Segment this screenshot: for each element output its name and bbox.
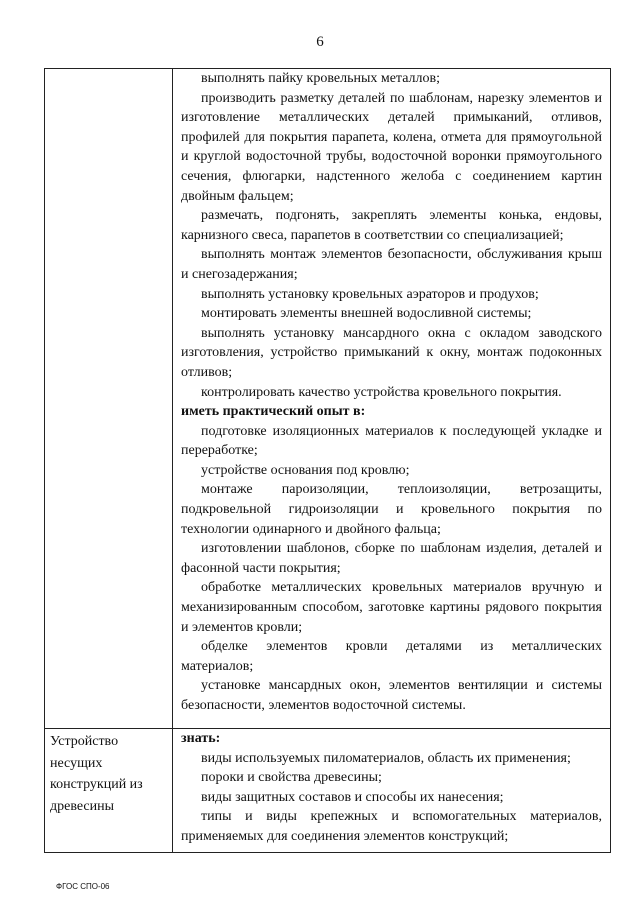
requirement-item: типы и виды крепежных и вспомогательных материалов, применяемых для соединения элементов конструкций; (181, 809, 602, 844)
requirement-item: выполнять монтаж элементов безопасности, обслуживания крыш и снегозадержания; (181, 247, 602, 282)
competency-table (44, 68, 611, 853)
requirement-item: выполнять установку кровельных аэраторов и продухов; (201, 286, 539, 302)
requirement-item: выполнять установку мансардного окна с окладом заводского изготовления, устройство примыканий к окну, монтаж подоконных отливов; (181, 325, 602, 380)
requirement-item: контролировать качество устройства кровельного покрытия. (201, 384, 562, 400)
requirement-item: обработке металлических кровельных материалов вручную и механизированным способом, заготовке картины рядового покрытия и элементов кровли; (181, 580, 602, 635)
requirements-list (181, 729, 602, 847)
table-cell-section-title (45, 69, 173, 729)
requirement-item: выполнять пайку кровельных металлов; (201, 71, 441, 86)
document-footer: ФГОС СПО-06 (56, 882, 110, 891)
section-title: Устройство несущих конструкций из древесины (50, 734, 143, 814)
requirement-item: устройстве основания под кровлю; (201, 462, 410, 478)
table-cell-requirements (173, 69, 611, 729)
requirement-item: производить разметку деталей по шаблонам, нарезку элементов и изготовление металлических деталей примыканий, отливов, профилей для покрытия парапета, колена, отмета для прямоугольной и круглой водосточной трубы, водосточной воронки прямоугольного сечения, флюгарки, надстенного желоба с соединением картин двойным фальцем; (181, 90, 602, 204)
requirement-item: подготовке изоляционных материалов к последующей укладке и переработке; (181, 423, 602, 459)
requirement-item: виды защитных составов и способы их нанесения; (201, 789, 504, 805)
requirement-item: изготовлении шаблонов, сборке по шаблонам изделия, деталей и фасонной части покрытия; (181, 541, 602, 576)
requirement-item: виды используемых пиломатериалов, область их применения; (201, 750, 571, 766)
requirement-item: пороки и свойства древесины; (201, 770, 382, 786)
table-cell-requirements (173, 729, 611, 853)
requirement-item: монтаже пароизоляции, теплоизоляции, ветрозащиты, подкровельной гидроизоляции и кровельного покрытия по технологии одинарного и двойного фальца; (181, 482, 602, 537)
requirements-list (181, 69, 602, 716)
section-heading: знать: (181, 731, 221, 746)
table-row (45, 69, 611, 729)
requirement-item: обделке элементов кровли деталями из металлических материалов; (181, 639, 602, 674)
page-number: 6 (316, 34, 324, 50)
requirement-item: размечать, подгонять, закреплять элементы конька, ендовы, карнизного свеса, парапетов в соответствии со специализацией; (181, 208, 602, 243)
section-heading: иметь практический опыт в: (181, 404, 366, 420)
requirement-item: монтировать элементы внешней водосливной системы; (201, 306, 532, 322)
requirement-item: установке мансардных окон, элементов вентиляции и системы безопасности, элементов водосточной системы. (181, 678, 602, 713)
table-row (45, 729, 611, 853)
table-cell-section-title (45, 729, 173, 853)
